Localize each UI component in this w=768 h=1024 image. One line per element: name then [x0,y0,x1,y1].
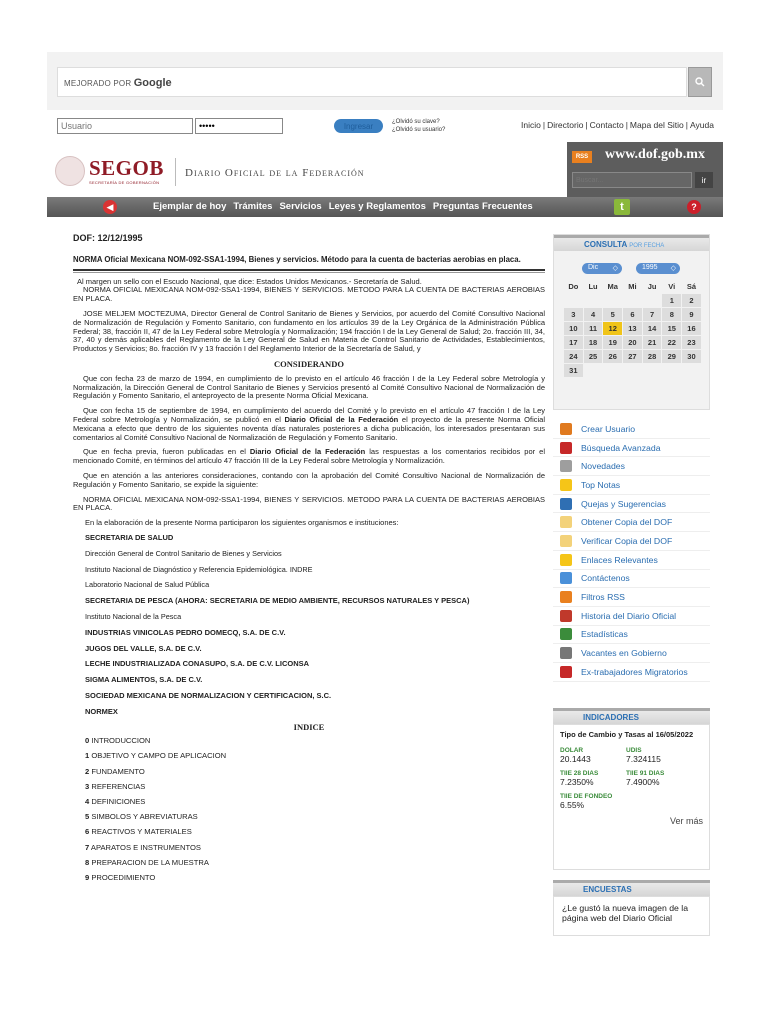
weekday-label: Mi [628,282,637,291]
calendar-week-row [564,293,704,307]
surveys-box [553,880,710,936]
calendar-week-row [564,335,704,349]
dof-reference: Diario Oficial de la Federación [284,414,399,424]
index-label: FUNDAMENTO [89,766,145,776]
main-nav [47,197,723,217]
sidebar-link-label: Crear Usuario [581,423,636,434]
password-input[interactable] [195,118,283,134]
folder-check-icon [557,533,575,548]
contact-icon [557,571,575,586]
help-icon[interactable]: ? [687,200,701,214]
index-item[interactable] [73,783,545,792]
history-icon [557,608,575,623]
sidebar-link[interactable] [553,439,710,458]
paragraph-text: las respuestas a los comentarios recibidos por el mencionado Comité, en términos del artículo 47 fracción III de la Ley Federal sobre Metrología y Normalización. [73,447,545,466]
username-input[interactable] [57,118,193,134]
index-item[interactable] [73,828,545,837]
sidebar-link[interactable] [553,607,710,626]
sidebar-link-label: Búsqueda Avanzada [581,442,661,453]
chevron-down-icon: ◇ [612,265,618,272]
calendar-day [603,364,622,377]
calendar-header [554,235,709,251]
forgot-password-link[interactable]: ¿Olvidó su clave? [392,119,440,125]
index-number: 8 [85,857,90,867]
organization-item: SIGMA ALIMENTOS, S.A. DE C.V. [85,675,203,685]
indicator-value: 7.324115 [626,753,661,764]
index-label: REFERENCIAS [89,781,146,791]
sidebar-link-label: Contáctenos [581,573,630,584]
calendar-day [623,294,642,307]
calendar-day[interactable]: 1 [662,294,681,307]
calendar-weekday-row [564,279,704,293]
paragraph: JOSE MELJEM MOCTEZUMA, Director General de Control Sanitario de Bienes y Servicios, por acuerdo del Comité Consultivo Nacional de Normalización de Regulación y Fomento Sanitario, con fundamento en los artículos 39 de la Ley Orgánica de la Administración Pública Federal; 38, fracción II, 47 de la Ley Federal sobre Metrología y Normalización; 194 fracción I de la Ley General de Salud; 2o. fracción III, 34, 37, 40 y demás aplicables del Reglamento de la Ley General de Salud en Materia de Control Sanitario de Actividades, Establecimientos, Productos y Servicios; 8o. fracción IV y 13 fracción I del Reglamento Interior de la Secretaría de Salud, y [73,308,545,354]
paragraph: Que en atención a las anteriores consideraciones, contando con la aprobación del Comité Consultivo Nacional de Normalización de Regulación y Fomento Sanitario, se expide la siguiente: [73,470,545,489]
calendar-day [584,294,603,307]
chevron-down-icon: ◇ [670,265,676,272]
sidebar-link[interactable] [553,457,710,476]
index-label: DEFINICIONES [89,797,146,807]
index-number: 5 [85,812,90,822]
paragraph [73,407,545,442]
calendar-day[interactable]: 21 [643,336,662,349]
search-icon [557,440,575,455]
icon-shape [560,591,572,603]
sidebar-link[interactable] [553,663,710,682]
google-search-input[interactable] [57,67,687,97]
indicator-tiie28 [560,770,626,787]
paragraph [73,448,545,466]
index-item[interactable] [73,737,545,746]
organization-item: Instituto Nacional de Diagnóstico y Referencia Epidemiológica. INDRE [85,564,313,574]
calendar-day[interactable]: 29 [662,350,681,363]
sidebar-link-label: Enlaces Relevantes [581,554,658,565]
paragraph-text: Que con fecha 15 de septiembre de 1994, en cumplimiento del acuerdo del Comité y lo previsto en el artículo 47 fracción I de la Ley Federal sobre Metrología y Normalización, se publicó en el [73,406,545,424]
etm-icon [557,664,575,679]
sidebar-link[interactable] [553,644,710,663]
header-right-panel [567,142,723,197]
indicators-box [553,708,710,870]
organization-item: Dirección General de Control Sanitario de Bienes y Servicios [85,548,282,558]
icon-shape [560,479,572,491]
index-item[interactable] [73,844,545,853]
calendar-day[interactable]: 19 [603,336,622,349]
google-search-bar [47,52,723,110]
considerando-heading: CONSIDERANDO [274,358,344,369]
calendar-day[interactable]: 16 [682,322,701,335]
organization-item: Laboratorio Nacional de Salud Pública [85,580,210,590]
index-number: 1 [85,751,90,761]
national-seal-icon [55,156,85,186]
icon-shape [560,628,572,640]
weekday-label: Vi [668,282,676,291]
calendar-day[interactable]: 31 [564,364,583,377]
paragraph: En la elaboración de la presente Norma participaron los siguientes organismos e instituciones: [85,518,399,528]
calendar-day [584,364,603,377]
indicator-row [560,793,703,810]
weekday-label: Ju [647,282,657,291]
calendar-day[interactable]: 11 [584,322,603,335]
google-search-button[interactable] [688,67,712,97]
calendar-day[interactable]: 26 [603,350,622,363]
organization-item: SECRETARIA DE PESCA (AHORA: SECRETARIA DE MEDIO AMBIENTE, RECURSOS NATURALES Y PESCA) [85,596,470,606]
forgot-links [392,118,445,134]
calendar-day [643,364,662,377]
weekday-label: Lu [588,282,598,291]
document-content [73,234,545,889]
sidebar-link-label: Novedades [581,461,625,472]
sidebar-link[interactable] [553,532,710,551]
calendar-day [643,294,662,307]
margin-note: Al margen un sello con el Escudo Nacional, que dice: Estados Unidos Mexicanos.- Secretaría de Salud. [77,276,422,286]
indicator-udis [626,747,692,764]
month-select[interactable] [582,263,622,274]
sidebar-link[interactable] [553,626,710,645]
organization-item: Instituto Nacional de la Pesca [85,611,182,621]
index-number: 4 [85,797,90,807]
calendar-day[interactable]: 15 [662,322,681,335]
indicators-body [553,724,710,870]
organizations-list [73,534,545,717]
paragraph: NORMA OFICIAL MEXICANA NOM-092-SSA1-1994, BIENES Y SERVICIOS. METODO PARA LA CUENTA DE BACTERIAS AEROBIAS EN PLACA. [73,285,545,304]
nav-items [153,201,540,212]
sidebar-link[interactable] [553,495,710,514]
index-item[interactable] [73,813,545,822]
login-row [47,110,723,140]
organization-item: NORMEX [85,706,118,716]
index-item[interactable] [73,874,545,883]
site-search-button[interactable]: ir [695,172,713,188]
link-ayuda[interactable]: Ayuda [690,120,714,130]
indicator-value: 20.1443 [560,753,591,764]
calendar-day[interactable]: 5 [603,308,622,321]
indicators-title: Tipo de Cambio y Tasas al 16/05/2022 [560,729,694,739]
calendar-day[interactable]: 9 [682,308,701,321]
index-label: PROCEDIMIENTO [89,872,156,882]
sidebar-link-label: Vacantes en Gobierno [581,648,667,659]
link-mapa-sitio[interactable]: Mapa del Sitio [629,120,684,130]
twitter-icon[interactable]: t [614,199,630,215]
organization-item: JUGOS DEL VALLE, S.A. DE C.V. [85,643,202,653]
weekday-label: Sá [686,282,697,291]
icon-shape [560,666,572,678]
calendar-day[interactable]: 8 [662,308,681,321]
calendar-day [564,294,583,307]
icon-shape [560,442,572,454]
organization-item: INDUSTRIAS VINICOLAS PEDRO DOMECQ, S.A. DE C.V. [85,627,286,637]
paragraph-text: Que en fecha previa, fueron publicadas en el [83,447,250,457]
index-number: 3 [85,781,90,791]
icon-shape [560,610,572,622]
chart-icon [557,627,575,642]
calendar-day[interactable]: 13 [623,322,642,335]
calendar-title: CONSULTA [584,240,627,249]
document-icon [557,459,575,474]
top-links: Inicio | Directorio | Contacto | Mapa del Sitio | Ayuda [521,120,714,130]
index-label: INTRODUCCION [89,736,151,746]
sidebar-link[interactable] [553,551,710,570]
indicator-dolar [560,747,626,764]
header-divider [175,158,176,186]
forgot-username-link[interactable]: ¿Olvidó su usuario? [392,127,446,133]
icon-shape [560,498,572,510]
user-icon [557,421,575,436]
indicator-label: TIIE 28 DIAS [560,769,599,777]
rss-icon[interactable]: RSS [572,151,592,163]
search-icon [695,77,705,87]
calendar-day[interactable]: 18 [584,336,603,349]
index-number: 2 [85,766,90,776]
indicators-header: INDICADORES [553,708,710,724]
icon-shape [560,516,572,528]
nav-servicios[interactable]: Servicios [279,201,322,212]
index-number: 7 [85,842,90,852]
nav-ejemplar-de-hoy[interactable]: Ejemplar de hoy [153,201,227,212]
month-value: Dic [588,264,599,271]
dof-title: Diario Oficial de la Federación [185,167,365,179]
calendar-day[interactable]: 25 [584,350,603,363]
calendar-day [662,364,681,377]
year-value: 1995 [642,264,658,271]
link-inicio[interactable]: Inicio [521,120,541,130]
paragraph: NORMA OFICIAL MEXICANA NOM-092-SSA1-1994, BIENES Y SERVICIOS. METODO PARA LA CUENTA DE BACTERIAS AEROBIAS EN PLACA. [73,494,545,513]
index-list [73,737,545,882]
organization-item: LECHE INDUSTRIALIZADA CONASUPO, S.A. DE C.V. LICONSA [85,659,310,669]
weekday-label: Ma [607,282,618,291]
calendar-day[interactable]: 20 [623,336,642,349]
index-label: SIMBOLOS Y ABREVIATURAS [89,812,198,822]
link-directorio[interactable]: Directorio [547,120,584,130]
segob-logo[interactable]: SEGOB [89,156,164,180]
indicator-value: 7.4900% [626,776,660,787]
sidebar-link[interactable] [553,588,710,607]
sidebar [553,234,710,936]
nav-leyes-reglamentos[interactable]: Leyes y Reglamentos [328,201,426,212]
weekday-label: Do [568,282,579,291]
sidebar-link[interactable] [553,570,710,589]
icon-shape [560,647,572,659]
indicator-label: UDIS [626,746,642,754]
index-label: PREPARACION DE LA MUESTRA [89,857,209,867]
sidebar-link[interactable] [553,420,710,439]
index-label: OBJETIVO Y CAMPO DE APLICACION [89,751,227,761]
index-item[interactable] [73,798,545,807]
calendar-day[interactable]: 27 [623,350,642,363]
calendar-day[interactable]: 28 [643,350,662,363]
icon-shape [560,423,572,435]
calendar-day[interactable]: 2 [682,294,701,307]
indicator-value: 7.2350% [560,776,594,787]
organization-item: SOCIEDAD MEXICANA DE NORMALIZACION Y CERTIFICACION, S.C. [85,690,332,700]
mail-icon [557,496,575,511]
vacancies-icon [557,646,575,661]
survey-question[interactable]: ¿Le gustó la nueva imagen de la página web del Diario Oficial [553,896,710,936]
nav-preguntas-frecuentes[interactable]: Preguntas Frecuentes [432,201,533,212]
calendar-day[interactable]: 30 [682,350,701,363]
sidebar-link-label: Verificar Copia del DOF [581,535,673,546]
indicator-label: TIIE DE FONDEO [560,792,613,800]
surveys-header: ENCUESTAS [553,880,710,896]
indicator-row [560,747,703,764]
site-search-input[interactable] [572,172,692,188]
sidebar-link-label: Obtener Copia del DOF [581,517,673,528]
calendar-day[interactable]: 17 [564,336,583,349]
sidebar-link-label: Filtros RSS [581,592,625,603]
indicator-label: TIIE 91 DIAS [626,769,665,777]
organization-item: SECRETARIA DE SALUD [85,532,174,542]
star-icon [557,477,575,492]
calendar-day[interactable]: 14 [643,322,662,335]
index-label: APARATOS E INSTRUMENTOS [89,842,201,852]
calendar-grid [564,279,704,377]
sidebar-link-label: Top Notas [581,479,621,490]
calendar-day[interactable]: 10 [564,322,583,335]
login-button[interactable]: Ingresar [334,119,383,133]
calendar-day[interactable]: 7 [643,308,662,321]
calendar-week-row [564,363,704,377]
quick-links [553,420,710,682]
index-item[interactable] [73,752,545,761]
calendar-day[interactable]: 3 [564,308,583,321]
sidebar-link-label: Historia del Diario Oficial [581,610,677,621]
sidebar-link-label: Estadísticas [581,629,628,640]
indice-heading: INDICE [293,722,325,733]
dof-date: DOF: 12/12/1995 [73,233,143,243]
site-header [47,142,723,197]
calendar-week-row [564,321,704,335]
paragraph-text: el proyecto de la presente Norma Oficial Mexicana a efecto que dentro de los siguientes noventa días naturales posteriores a dicha publicación, los interesados presentaran sus comentarios al Comité Consultivo Nacional de Normalización de Regulación y Fomento Sanitario. [73,414,545,442]
link-contacto[interactable]: Contacto [589,120,624,130]
site-url: www.dof.gob.mx [605,147,705,162]
ver-mas-link[interactable]: Ver más [669,815,703,826]
index-number: 9 [85,872,90,882]
icon-shape [560,572,572,584]
calendar-day [682,364,701,377]
calendar-subtitle: POR FECHA [629,243,665,249]
icon-shape [560,554,572,566]
indicator-row [560,770,703,787]
icon-shape [560,535,572,547]
sidebar-link[interactable] [553,476,710,495]
icon-shape [560,460,572,472]
google-enhanced-label: MEJORADO POR [64,79,132,88]
nav-tramites[interactable]: Trámites [233,201,273,212]
index-number: 0 [85,736,90,746]
dof-reference: Diario Oficial de la Federación [249,447,366,457]
sidebar-link-label: Quejas y Sugerencias [581,498,666,509]
google-brand: Google [133,77,172,89]
calendar-week-row [564,307,704,321]
calendar-day[interactable]: 6 [623,308,642,321]
segob-subtitle: SECRETARÍA DE GOBERNACIÓN [89,180,160,185]
indicator-tiie-fondeo [560,793,680,810]
sidebar-link-label: Ex-trabajadores Migratorios [581,666,688,677]
year-select[interactable] [636,263,680,274]
indicator-label: DOLAR [560,746,584,754]
calendar-day[interactable]: 4 [584,308,603,321]
calendar-selectors [562,263,702,275]
indicator-tiie91 [626,770,692,787]
star-icon [557,552,575,567]
norm-title: NORMA Oficial Mexicana NOM-092-SSA1-1994, Bienes y servicios. Método para la cuenta de bacterias aerobias en placa. [73,256,545,271]
sidebar-link[interactable] [553,513,710,532]
paragraph: Que con fecha 23 de marzo de 1994, en cumplimiento de lo previsto en el artículo 46 fracción I de la Ley Federal sobre Metrología y Normalización, la Dirección General de Control Sanitario de Bienes y Servicios presentó al Comité Consultivo Nacional de Normalización de Regulación y Fomento Sanitario, el anteproyecto de la presente Norma Oficial Mexicana. [73,373,545,401]
title-divider [73,272,545,273]
folder-icon [557,515,575,530]
calendar-day[interactable]: 23 [682,336,701,349]
calendar-day[interactable]: 24 [564,350,583,363]
calendar-day [603,294,622,307]
rss-icon [557,590,575,605]
index-number: 6 [85,827,90,837]
index-item[interactable] [73,768,545,777]
date-calendar [553,234,710,410]
index-label: REACTIVOS Y MATERIALES [89,827,192,837]
index-item[interactable] [73,859,545,868]
calendar-day [623,364,642,377]
back-arrow-icon[interactable]: ◀ [103,200,117,214]
calendar-week-row [564,349,704,363]
calendar-day[interactable]: 22 [662,336,681,349]
indicator-value: 6.55% [560,799,585,810]
calendar-day[interactable]: 12 [603,322,622,335]
